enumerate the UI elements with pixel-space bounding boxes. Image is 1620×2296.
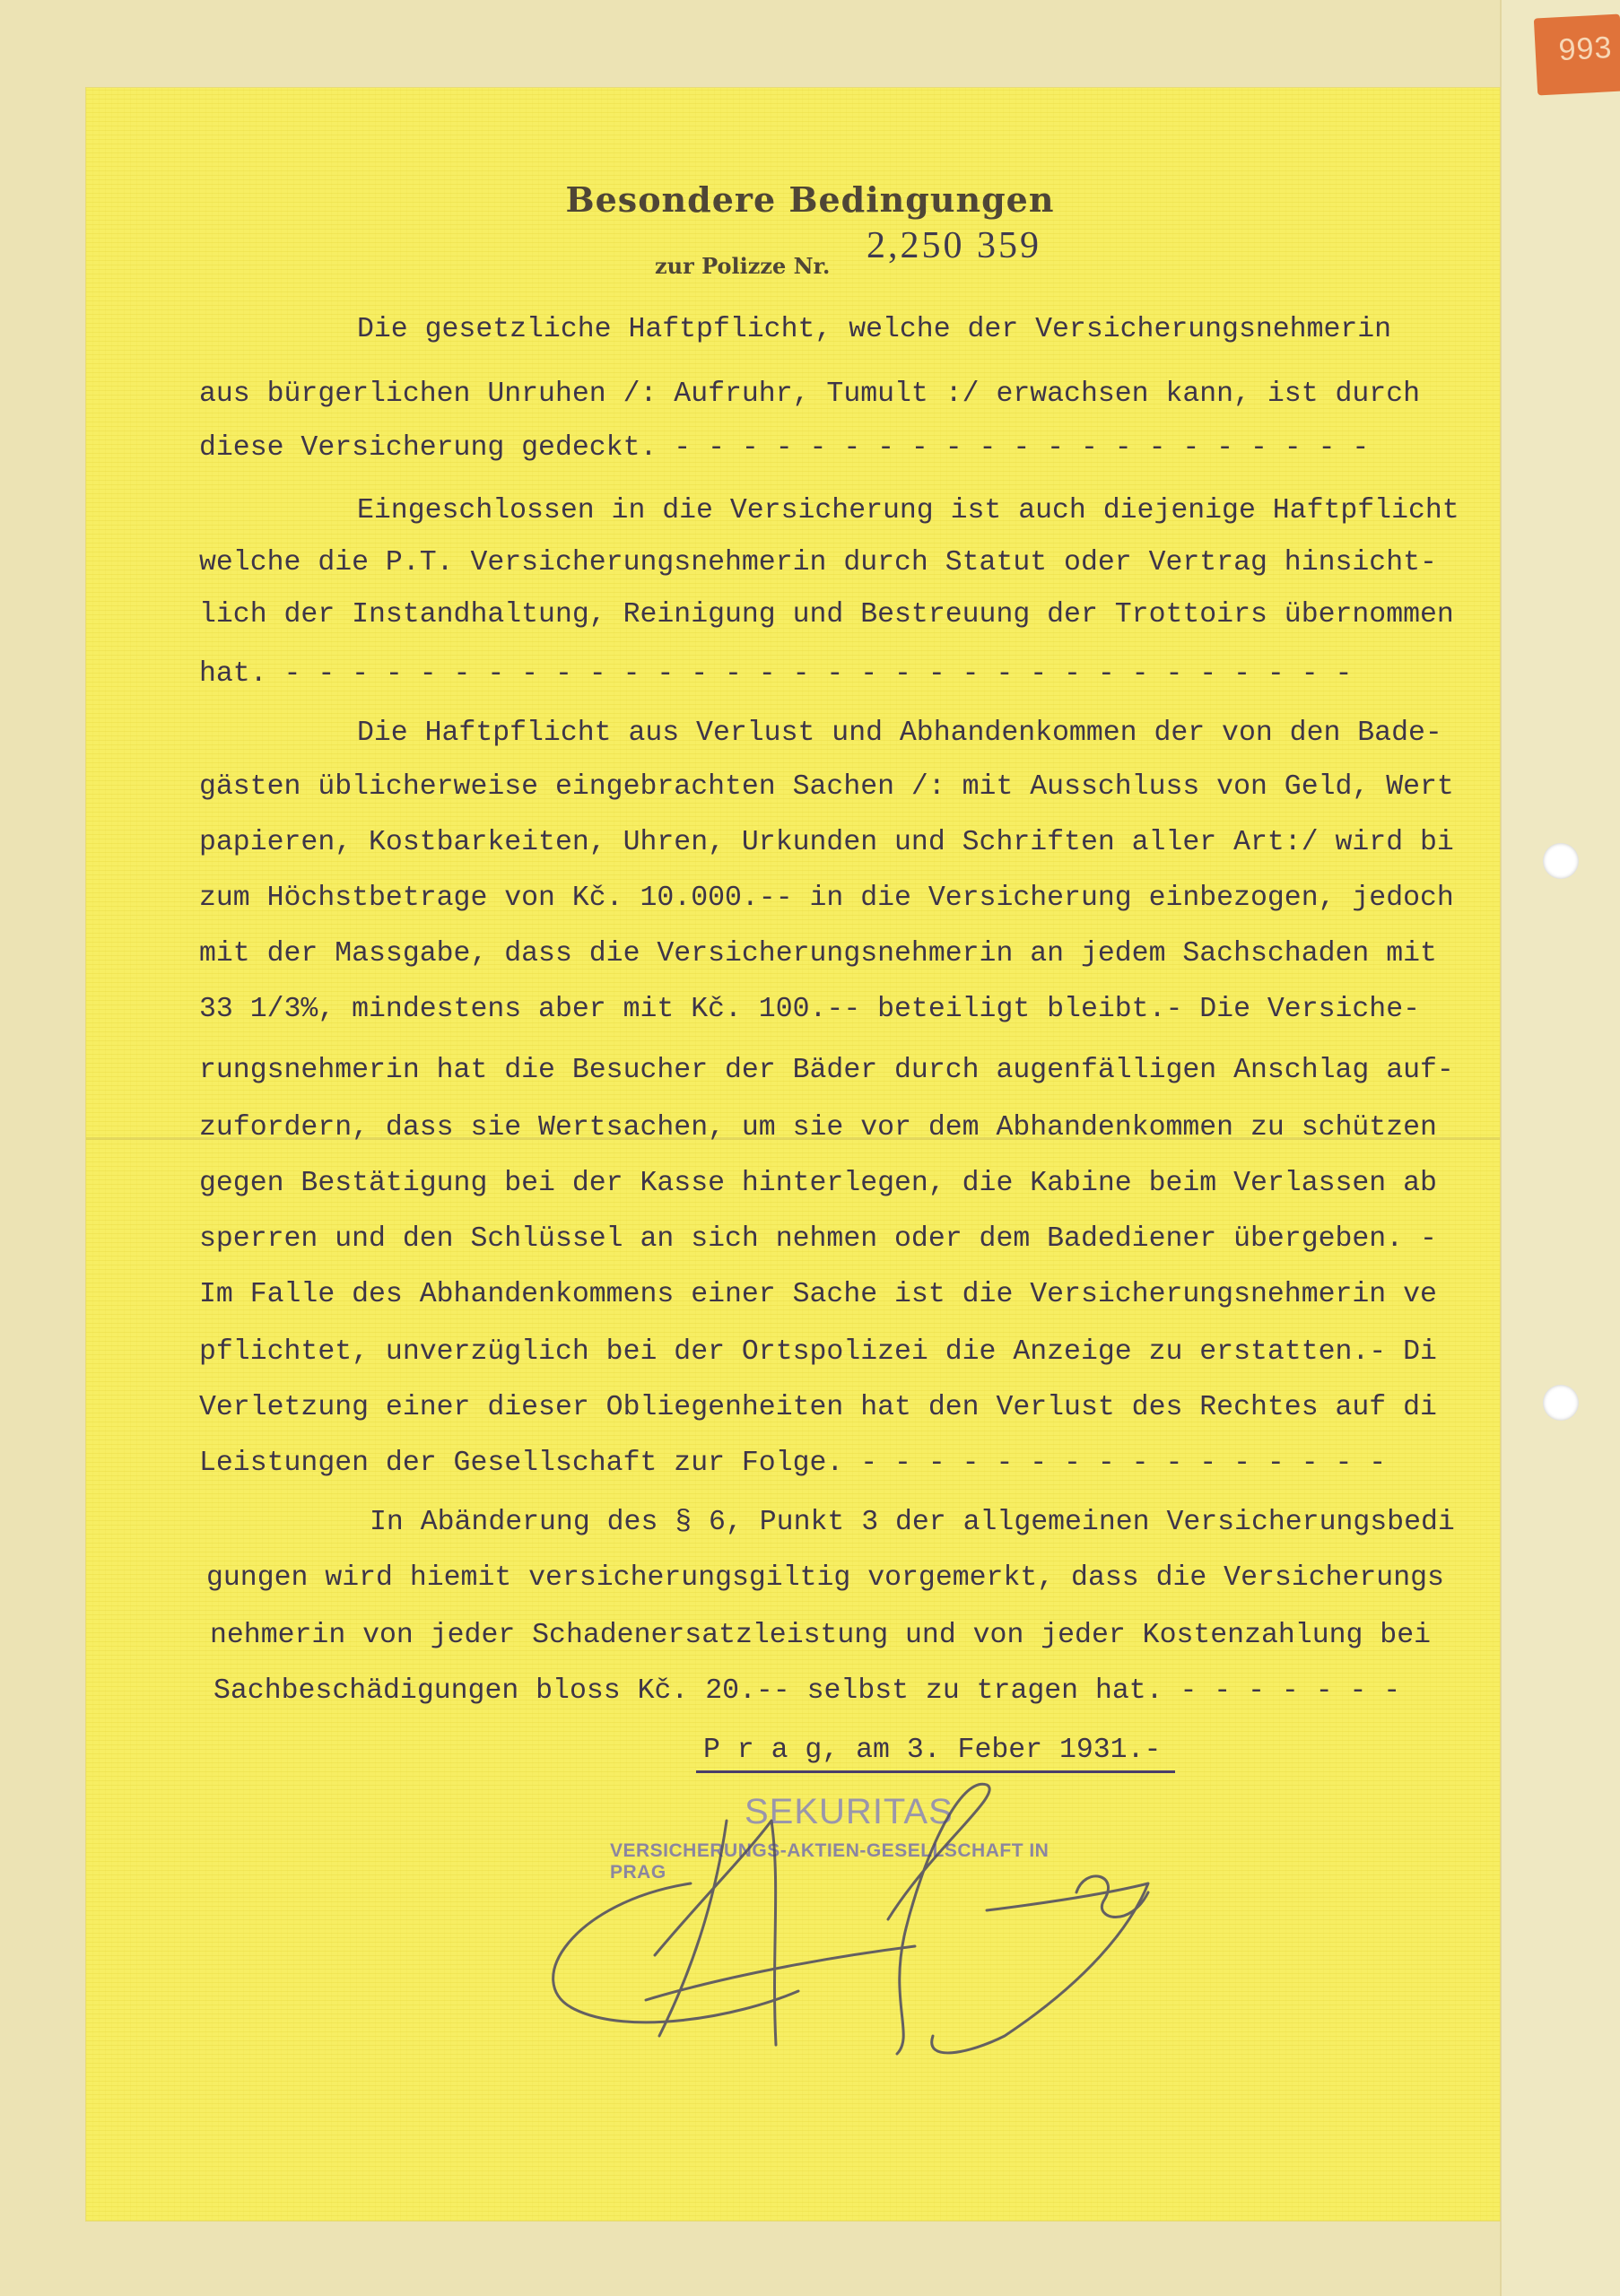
paragraph-2-line-2: welche die P.T. Versicherungsnehmerin durch Statut oder Vertrag hinsicht-	[199, 547, 1437, 578]
paragraph-4-line-1: In Abänderung des § 6, Punkt 3 der allgemeinen Versicherungsbedi	[370, 1507, 1455, 1538]
paragraph-1-line-3: diese Versicherung gedeckt. - - - - - - - - - - - - - - - - - - - - -	[199, 432, 1370, 464]
paragraph-4-line-3: nehmerin von jeder Schadenersatzleistung und von jeder Kostenzahlung bei	[210, 1620, 1432, 1651]
paragraph-1-line-2: aus bürgerlichen Unruhen /: Aufruhr, Tumult :/ erwachsen kann, ist durch	[199, 378, 1421, 410]
paragraph-3-line-11: Im Falle des Abhandenkommens einer Sache ist die Versicherungsnehmerin ve	[199, 1279, 1437, 1310]
paragraph-3-line-7: rungsnehmerin hat die Besucher der Bäder durch augenfälligen Anschlag auf-	[199, 1055, 1454, 1086]
paragraph-1-line-1: Die gesetzliche Haftpflicht, welche der Versicherungsnehmerin	[357, 314, 1392, 345]
stamp-company-name: SEKURITAS	[745, 1792, 954, 1831]
corner-tag-number: 993	[1557, 30, 1614, 68]
stamp-company-subtitle: VERSICHERUNGS-AKTIEN-GESELLSCHAFT IN PRAG	[610, 1840, 1050, 1883]
paragraph-3-line-12: pflichtet, unverzüglich bei der Ortspolizei die Anzeige zu erstatten.- Di	[199, 1336, 1437, 1368]
paragraph-3-line-14: Leistungen der Gesellschaft zur Folge. - - - - - - - - - - - - - - - -	[199, 1448, 1387, 1479]
paragraph-4-line-2: gungen wird hiemit versicherungsgiltig vorgemerkt, dass die Versicherungs	[206, 1562, 1444, 1594]
paragraph-3-line-10: sperren und den Schlüssel an sich nehmen oder dem Badediener übergeben. -	[199, 1223, 1437, 1255]
handwritten-signature	[502, 1749, 1184, 2072]
paragraph-3-line-8: zufordern, dass sie Wertsachen, um sie vor dem Abhandenkommen zu schützen	[199, 1112, 1437, 1144]
paragraph-3-line-6: 33 1/3%, mindestens aber mit Kč. 100.-- beteiligt bleibt.- Die Versiche-	[199, 994, 1421, 1025]
paragraph-3-line-9: gegen Bestätigung bei der Kasse hinterlegen, die Kabine beim Verlassen ab	[199, 1168, 1437, 1199]
paragraph-3-line-1: Die Haftpflicht aus Verlust und Abhandenkommen der von den Bade-	[357, 718, 1442, 749]
paragraph-3-line-13: Verletzung einer dieser Obliegenheiten hat den Verlust des Rechtes auf di	[199, 1392, 1437, 1423]
policy-number-label: zur Polizze Nr.	[655, 253, 831, 279]
paragraph-2-line-3: lich der Instandhaltung, Reinigung und Bestreuung der Trottoirs übernommen	[199, 599, 1454, 631]
paragraph-2-line-4: hat. - - - - - - - - - - - - - - - - - - - - - - - - - - - - - - - -	[199, 658, 1353, 690]
paragraph-4-line-4: Sachbeschädigungen bloss Kč. 20.-- selbst zu tragen hat. - - - - - - -	[213, 1675, 1401, 1707]
paragraph-2-line-1: Eingeschlossen in die Versicherung ist auch diejenige Haftpflicht	[357, 495, 1459, 526]
paragraph-3-line-2: gästen üblicherweise eingebrachten Sachen /: mit Ausschluss von Geld, Wert	[199, 771, 1454, 803]
paragraph-3-line-3: papieren, Kostbarkeiten, Uhren, Urkunden und Schriften aller Art:/ wird bi	[199, 827, 1454, 858]
paragraph-3-line-5: mit der Massgabe, dass die Versicherungsnehmerin an jedem Sachschaden mit	[199, 938, 1437, 970]
policy-number: 2,250 359	[867, 225, 1041, 266]
place-and-date: P r a g, am 3. Feber 1931.-	[703, 1735, 1162, 1766]
paragraph-3-line-4: zum Höchstbetrage von Kč. 10.000.-- in die Versicherung einbezogen, jedoch	[199, 883, 1454, 914]
document-title: Besondere Bedingungen	[565, 179, 1055, 220]
